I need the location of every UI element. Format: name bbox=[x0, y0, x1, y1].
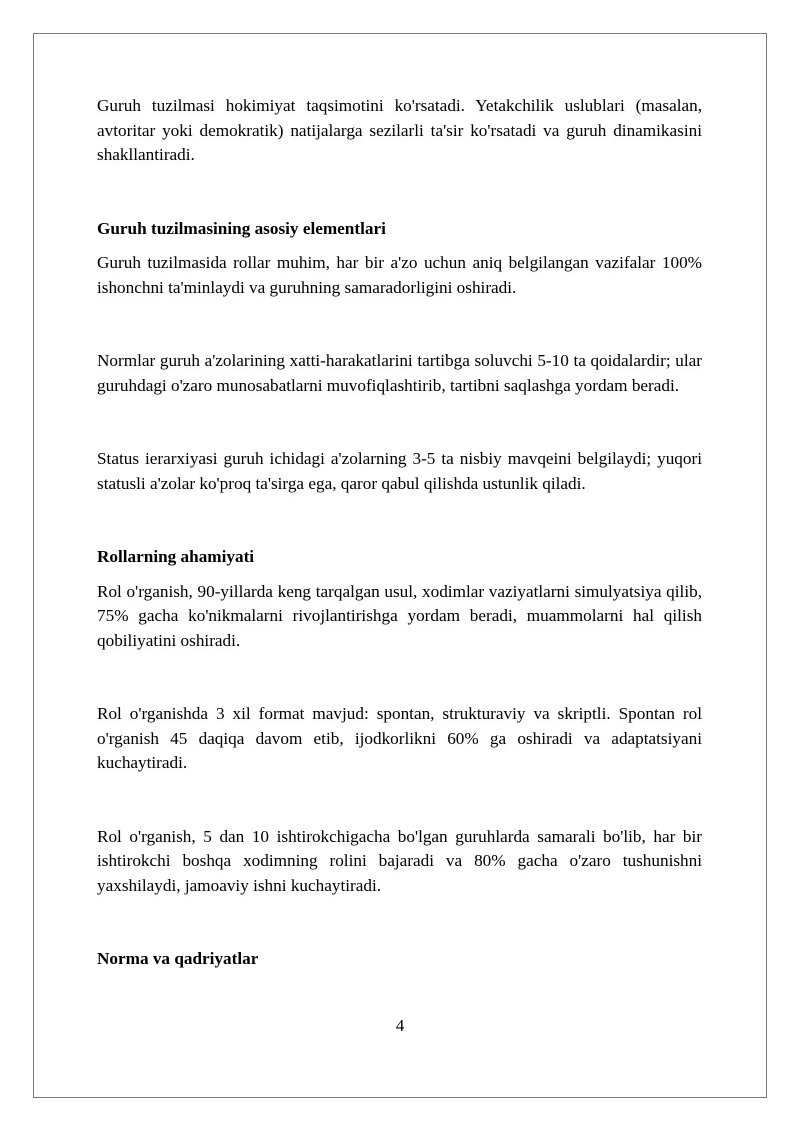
paragraph-group-structure: Guruh tuzilmasi hokimiyat taqsimotini ko'rsatadi. Yetakchilik uslublari (masalan, avtoritar yoki demokratik) natijalarga sezilarli ta'sir ko'rsatadi va guruh dinamikasini shakllantiradi. bbox=[97, 96, 702, 164]
page-content bbox=[97, 94, 702, 972]
paragraph-role-formats: Rol o'rganishda 3 xil format mavjud: spontan, strukturaviy va skriptli. Spontan rol o'rganish 45 daqiqa davom etib, ijodkorlikni 60% ga oshiradi va adaptatsiyani kuchaytiradi. bbox=[97, 704, 702, 772]
heading-norms-values: Norma va qadriyatlar bbox=[97, 949, 259, 968]
heading-structure-elements: Guruh tuzilmasining asosiy elementlari bbox=[97, 218, 386, 238]
paragraph-status-hierarchy: Status ierarxiyasi guruh ichidagi a'zolarning 3-5 ta nisbiy mavqeini belgilaydi; yuqori statusli a'zolar ko'proq ta'sirga ega, qaror qabul qilishda ustunlik qiladi. bbox=[97, 449, 702, 493]
paragraph-norms: Normlar guruh a'zolarining xatti-harakatlarini tartibga soluvchi 5-10 ta qoidalardir; ular guruhdagi o'zaro munosabatlarni muvofiqlashtirib, tartibni saqlashga yordam beradi. bbox=[97, 351, 702, 395]
paragraph-group-size: Rol o'rganish, 5 dan 10 ishtirokchigacha bo'lgan guruhlarda samarali bo'lib, har bir ishtirokchi boshqa xodimning rolini bajaradi va 80% gacha o'zaro tushunishni yaxshilaydi, jamoaviy ishni kuchaytiradi. bbox=[97, 826, 702, 895]
paragraph-roles: Guruh tuzilmasida rollar muhim, har bir a'zo uchun aniq belgilangan vazifalar 100% ishonchni ta'minlaydi va guruhning samaradorligini oshiradi. bbox=[97, 253, 702, 297]
page-number: 4 bbox=[395, 1016, 405, 1035]
heading-roles-importance: Rollarning ahamiyati bbox=[97, 547, 255, 566]
paragraph-role-learning: Rol o'rganish, 90-yillarda keng tarqalgan usul, xodimlar vaziyatlarni simulyatsiya qilib, 75% gacha ko'nikmalarni rivojlantirishga yordam beradi, muammolarni hal qilish qobiliyatini oshiradi. bbox=[97, 581, 702, 650]
